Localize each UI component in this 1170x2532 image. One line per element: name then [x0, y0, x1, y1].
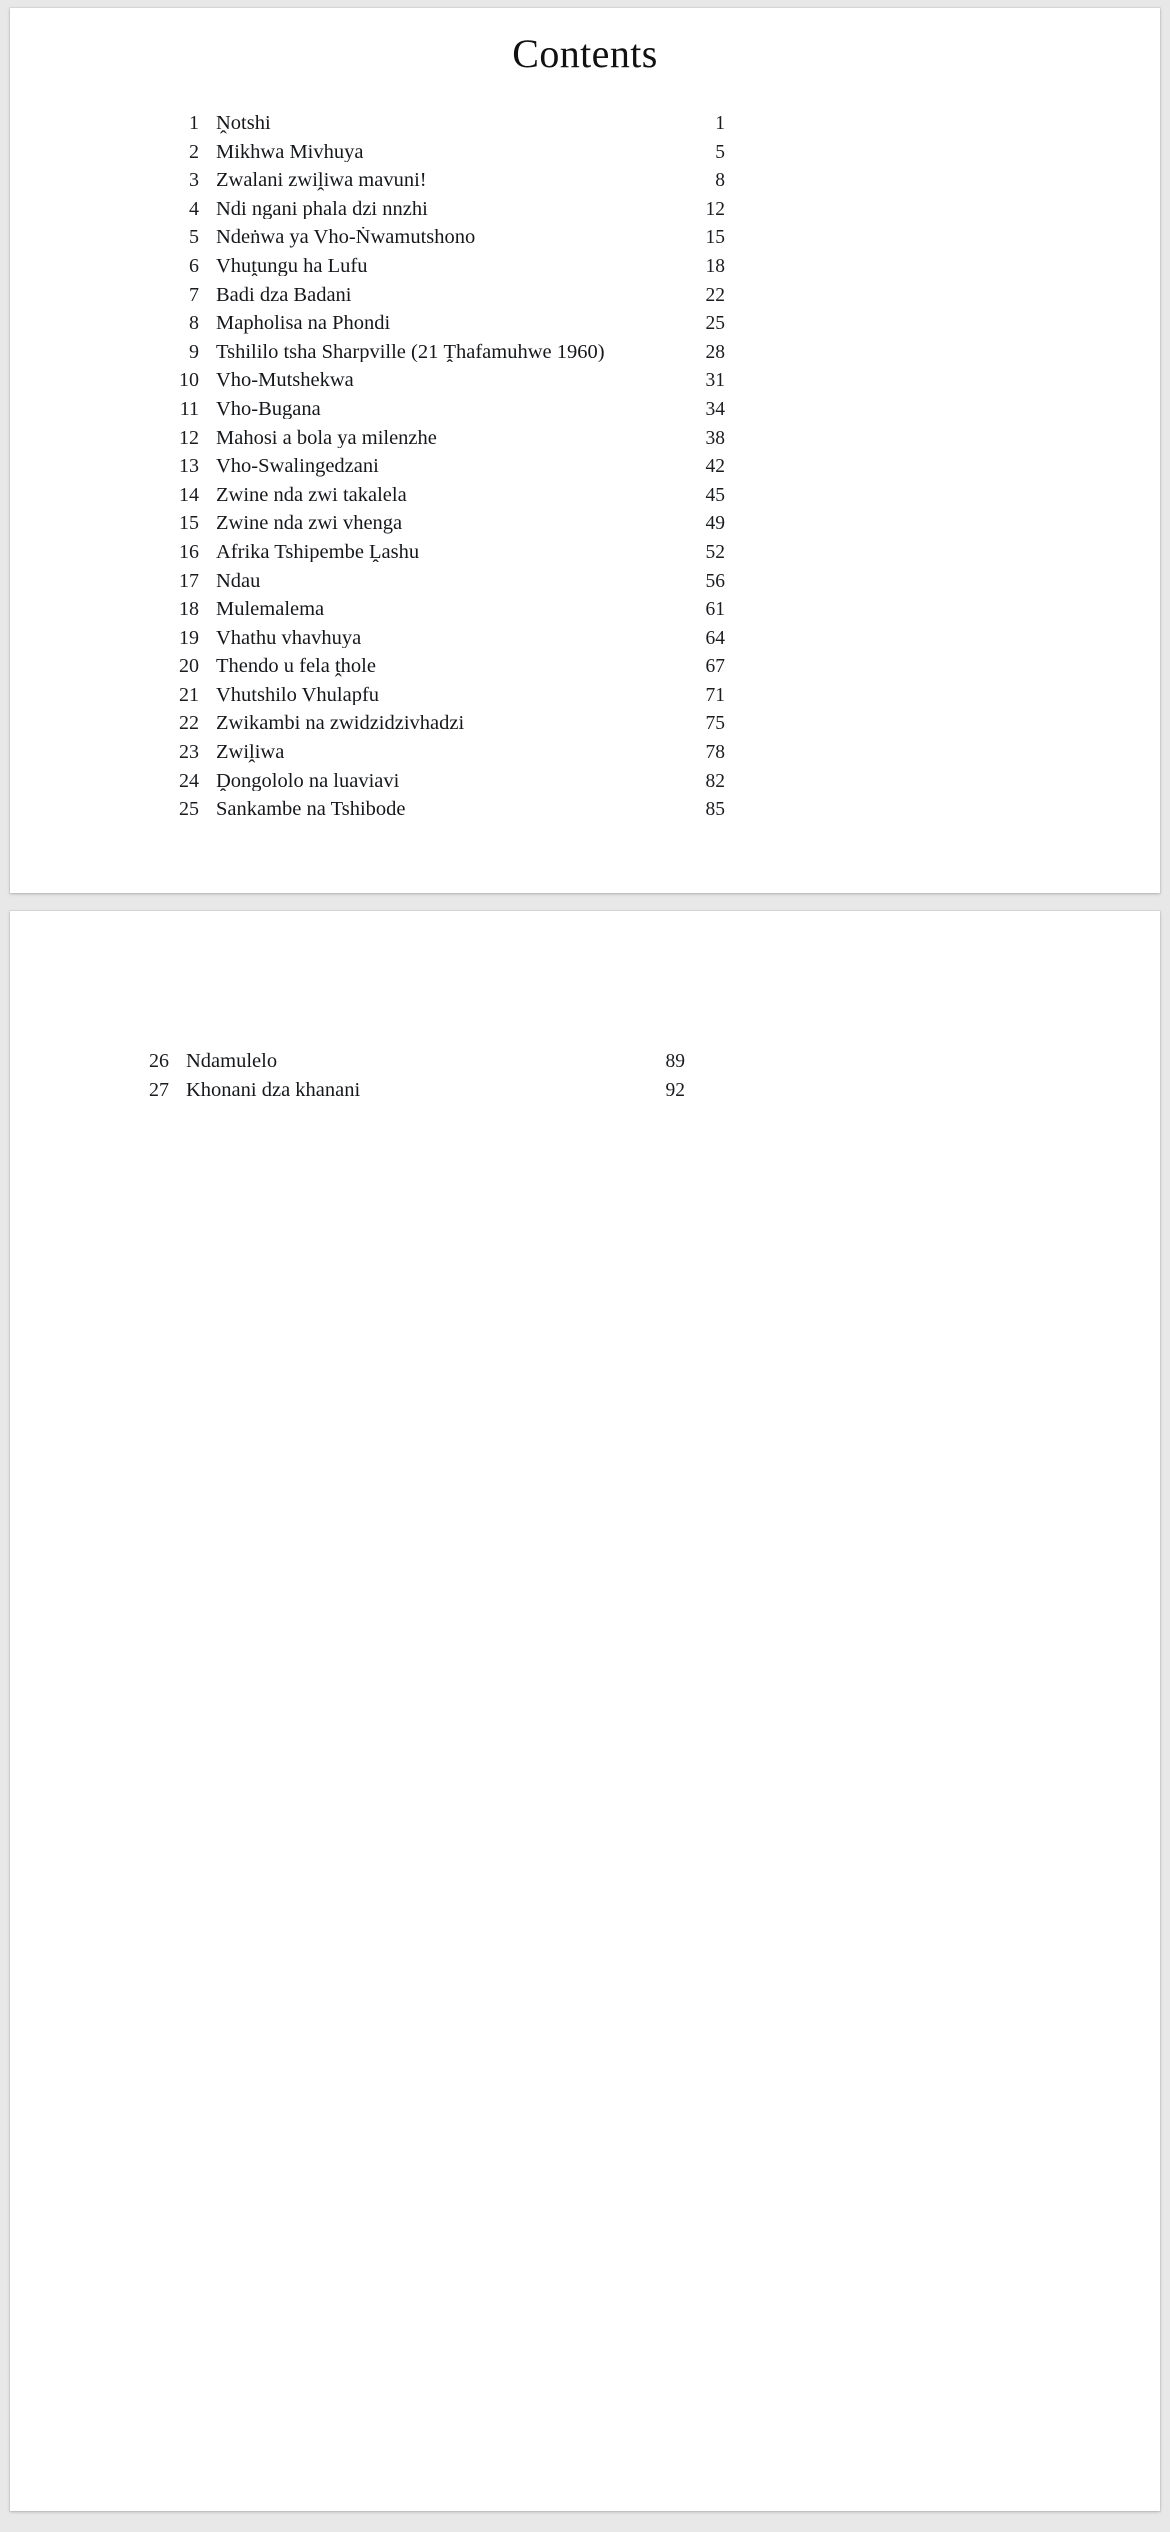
toc-entry-number: 23	[179, 741, 199, 764]
toc-entry-number: 24	[179, 769, 199, 792]
toc-entry-page: 1	[715, 113, 725, 134]
toc-entry-page: 67	[705, 656, 725, 678]
toc-entry-number: 27	[149, 1078, 169, 1101]
toc-entry-title[interactable]: Zwiḽiwa	[216, 742, 285, 763]
toc-entry-page: 52	[705, 541, 725, 563]
toc-entry-number: 17	[179, 569, 199, 592]
toc-entry[interactable]	[159, 313, 725, 342]
toc-list-page-2	[129, 1051, 685, 1108]
toc-entry-number: 21	[179, 683, 199, 706]
toc-entry[interactable]	[159, 771, 725, 800]
toc-entry-number: 25	[179, 798, 199, 821]
toc-entry[interactable]	[159, 513, 725, 542]
toc-entry[interactable]	[159, 628, 725, 657]
toc-entry-title[interactable]: Mikhwa Mivhuya	[216, 141, 364, 163]
table-of-contents-page-1	[10, 113, 1160, 828]
toc-entry-page: 71	[705, 684, 725, 706]
toc-entry-title[interactable]: Zwikambi na zwidzidzivhadzi	[216, 713, 465, 734]
toc-entry-number: 11	[179, 397, 199, 420]
toc-entry-number: 8	[189, 312, 199, 335]
toc-entry-title[interactable]: Ḓongololo na luaviavi	[216, 770, 400, 792]
toc-entry-number: 15	[179, 512, 199, 535]
toc-entry-title[interactable]: Ndau	[216, 570, 261, 591]
toc-entry-page: 61	[705, 599, 725, 621]
toc-entry-number: 26	[149, 1050, 169, 1072]
toc-entry-number: 12	[179, 426, 199, 449]
toc-entry[interactable]	[159, 485, 725, 514]
page-title: Contents	[512, 31, 658, 76]
toc-entry-page: 89	[665, 1051, 685, 1072]
toc-entry-title[interactable]: Mahosi a bola ya milenzhe	[216, 427, 437, 449]
toc-entry[interactable]	[159, 170, 725, 199]
toc-entry-title[interactable]: Ndi ngani phala dzi nnzhi	[216, 198, 428, 220]
toc-entry[interactable]	[129, 1051, 685, 1080]
toc-entry-title[interactable]: Afrika Tshipembe Ḽashu	[216, 541, 420, 563]
toc-entry-page: 38	[705, 427, 725, 449]
toc-entry-page: 82	[705, 770, 725, 792]
toc-entry-page: 12	[705, 198, 725, 220]
toc-entry[interactable]	[159, 656, 725, 685]
toc-entry[interactable]	[159, 713, 725, 742]
toc-entry-title[interactable]: Ndamulelo	[186, 1051, 278, 1072]
toc-entry-page: 31	[705, 370, 725, 392]
toc-entry-page: 64	[705, 627, 725, 649]
toc-entry-number: 10	[179, 369, 199, 392]
toc-entry-title[interactable]: Vhuṱungu ha Lufu	[216, 255, 368, 277]
title-spacer	[10, 91, 1160, 113]
toc-entry[interactable]	[159, 113, 725, 142]
toc-entry-number: 13	[179, 455, 199, 478]
toc-entry-page: 42	[705, 456, 725, 478]
toc-entry-number: 9	[189, 340, 199, 363]
toc-entry-number: 14	[179, 483, 199, 506]
toc-entry-title[interactable]: Mulemalema	[216, 599, 325, 620]
toc-entry-page: 22	[705, 284, 725, 306]
toc-entry[interactable]	[159, 599, 725, 628]
toc-entry-title[interactable]: Ndeṅwa ya Vho-Ṅwamutshono	[216, 227, 476, 248]
toc-list-page-1	[159, 113, 725, 828]
document-page-2	[10, 911, 1160, 2511]
toc-entry-title[interactable]: Zwine nda zwi takalela	[216, 484, 407, 506]
toc-entry-page: 78	[705, 742, 725, 764]
toc-entry-title[interactable]: Badi dza Badani	[216, 284, 352, 306]
toc-entry-page: 56	[705, 570, 725, 592]
table-of-contents-page-2	[10, 1051, 1160, 1108]
toc-entry-number: 4	[189, 197, 199, 220]
toc-entry-page: 34	[705, 398, 725, 420]
toc-entry-page: 92	[665, 1079, 685, 1101]
toc-entry-page: 25	[705, 313, 725, 335]
toc-entry-number: 22	[179, 712, 199, 735]
toc-entry[interactable]	[159, 199, 725, 228]
toc-entry[interactable]	[159, 285, 725, 314]
toc-entry-number: 18	[179, 598, 199, 621]
toc-entry-number: 6	[189, 254, 199, 277]
toc-entry-title[interactable]: Sankambe na Tshibode	[216, 799, 406, 820]
toc-entry[interactable]	[159, 142, 725, 171]
toc-entry-number: 20	[179, 655, 199, 678]
toc-entry-title[interactable]: Vho-Mutshekwa	[216, 370, 354, 391]
toc-entry-number: 2	[189, 140, 199, 163]
toc-entry[interactable]	[159, 399, 725, 428]
toc-entry-title[interactable]: Mapholisa na Phondi	[216, 313, 391, 334]
toc-entry-title[interactable]: Vhutshilo Vhulapfu	[216, 684, 380, 706]
toc-entry-page: 8	[715, 170, 725, 192]
toc-entry-number: 19	[179, 626, 199, 649]
toc-entry[interactable]	[159, 685, 725, 714]
toc-entry-page: 49	[705, 513, 725, 535]
toc-entry[interactable]	[159, 428, 725, 457]
toc-entry-number: 3	[189, 169, 199, 192]
toc-entry-number: 5	[189, 226, 199, 249]
toc-entry-title[interactable]: Khonani dza khanani	[186, 1079, 361, 1101]
toc-entry-title[interactable]: Vho-Bugana	[216, 398, 321, 420]
toc-entry[interactable]	[159, 742, 725, 771]
toc-entry-title[interactable]: Vho-Swalingedzani	[216, 456, 379, 477]
toc-entry-title[interactable]: Zwalani zwiḽiwa mavuni!	[216, 170, 427, 191]
toc-entry-title[interactable]: Thendo u fela ṱhole	[216, 656, 376, 677]
toc-entry[interactable]	[159, 256, 725, 285]
toc-entry-title[interactable]: Vhathu vhavhuya	[216, 627, 362, 649]
toc-entry[interactable]	[159, 799, 725, 828]
toc-entry[interactable]	[159, 542, 725, 571]
toc-entry-page: 15	[705, 227, 725, 249]
toc-entry-number: 1	[189, 112, 199, 134]
toc-entry-page: 5	[715, 141, 725, 163]
toc-entry[interactable]	[159, 227, 725, 256]
toc-entry-number: 7	[189, 283, 199, 306]
document-page-1	[10, 8, 1160, 893]
toc-entry-page: 18	[705, 255, 725, 277]
toc-entry-page: 75	[705, 713, 725, 735]
toc-entry-page: 85	[705, 799, 725, 821]
toc-entry-page: 28	[705, 341, 725, 363]
toc-entry[interactable]	[159, 370, 725, 399]
toc-entry-title[interactable]: Ṋotshi	[216, 113, 271, 134]
toc-entry-page: 45	[705, 484, 725, 506]
toc-entry[interactable]	[159, 342, 725, 371]
toc-entry-title[interactable]: Tshililo tsha Sharpville (21 Ṱhafamuhwe 1960)	[216, 341, 605, 363]
page-2-top-margin	[10, 911, 1160, 1051]
toc-entry-title[interactable]: Zwine nda zwi vhenga	[216, 513, 403, 534]
toc-entry[interactable]	[129, 1080, 685, 1109]
toc-entry[interactable]	[159, 571, 725, 600]
toc-entry-number: 16	[179, 540, 199, 563]
toc-entry[interactable]	[159, 456, 725, 485]
